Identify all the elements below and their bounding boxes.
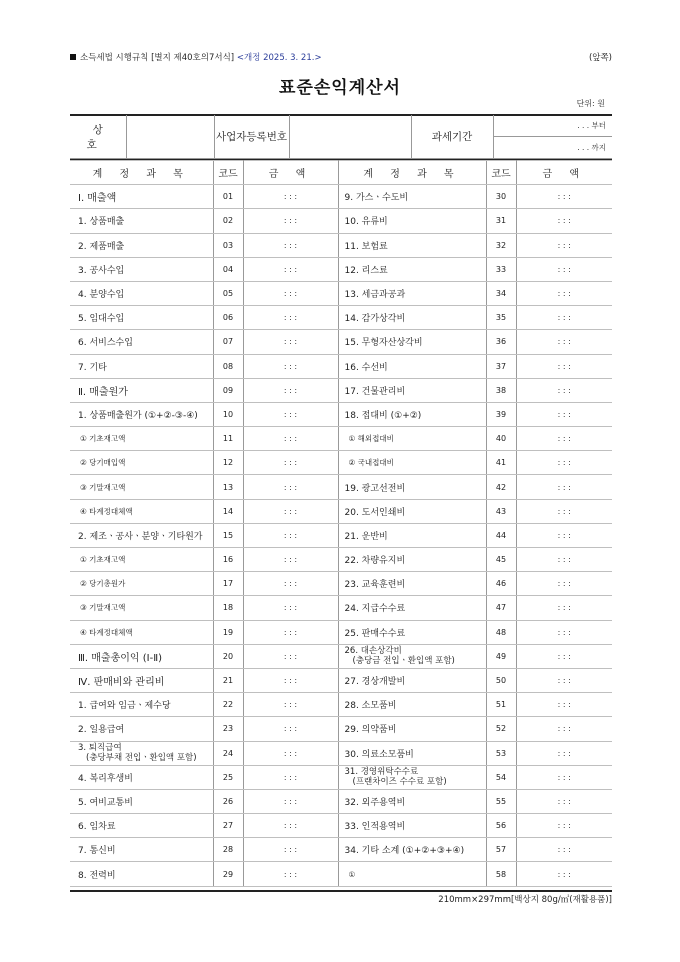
bizno-label: 사업자등록번호 — [214, 115, 289, 159]
right-amount-field[interactable]: : : : — [516, 548, 612, 572]
left-account-code: 15 — [213, 523, 243, 547]
tax-period-label: 과세기간 — [411, 115, 493, 159]
right-amount-field[interactable]: : : : — [516, 233, 612, 257]
table-row — [70, 668, 612, 692]
right-account-name: 29. 의약품비 — [338, 717, 486, 741]
right-account-code: 58 — [486, 862, 516, 886]
left-amount-field[interactable]: : : : — [243, 281, 338, 305]
account-name-line: 31. 경영위탁수수료 — [344, 767, 419, 778]
table-row — [70, 572, 612, 596]
info-table — [70, 115, 612, 159]
paper-spec: 210mm×297mm[백상지 80g/㎡(재활용품)] — [438, 895, 612, 905]
right-account-code: 56 — [486, 814, 516, 838]
left-amount-field[interactable]: : : : — [243, 233, 338, 257]
table-row — [70, 862, 612, 886]
left-amount-field[interactable]: : : : — [243, 596, 338, 620]
table-row — [70, 765, 612, 789]
left-amount-field[interactable]: : : : — [243, 523, 338, 547]
left-account-name: ③ 기말재고액 — [70, 475, 213, 499]
right-account-name: ① 해외접대비 — [338, 427, 486, 451]
left-amount-field[interactable]: : : : — [243, 257, 338, 281]
table-row — [70, 548, 612, 572]
left-account-name: 6. 서비스수입 — [70, 330, 213, 354]
left-account-name: 1. 상품매출 — [70, 209, 213, 233]
right-amount-field[interactable]: : : : — [516, 257, 612, 281]
table-row — [70, 814, 612, 838]
table-row — [70, 233, 612, 257]
left-amount-field[interactable]: : : : — [243, 644, 338, 668]
col-header-amount-left: 금 액 — [243, 161, 338, 185]
right-account-name: 34. 기타 소계 (①+②+③+④) — [338, 838, 486, 862]
table-row — [70, 499, 612, 523]
right-amount-field[interactable]: : : : — [516, 209, 612, 233]
col-header-account-right: 계 정 과 목 — [338, 161, 486, 185]
table-row — [70, 281, 612, 305]
left-account-code: 12 — [213, 451, 243, 475]
unit-label: 단위: 원 — [576, 99, 605, 108]
bizno-field[interactable] — [289, 115, 411, 159]
right-account-name: 19. 광고선전비 — [338, 475, 486, 499]
right-account-code: 36 — [486, 330, 516, 354]
right-amount-field[interactable]: : : : — [516, 838, 612, 862]
right-amount-field[interactable]: : : : — [516, 354, 612, 378]
table-row — [70, 330, 612, 354]
table-row — [70, 693, 612, 717]
left-account-name: 3. 공사수입 — [70, 257, 213, 281]
left-account-code: 14 — [213, 499, 243, 523]
left-amount-field[interactable]: : : : — [243, 862, 338, 886]
left-account-name: 5. 임대수입 — [70, 306, 213, 330]
right-amount-field[interactable]: : : : — [516, 499, 612, 523]
right-account-code: 48 — [486, 620, 516, 644]
table-row — [70, 475, 612, 499]
right-account-code: 45 — [486, 548, 516, 572]
left-amount-field[interactable]: : : : — [243, 814, 338, 838]
right-amount-field[interactable]: : : : — [516, 693, 612, 717]
table-row — [70, 306, 612, 330]
right-amount-field[interactable]: : : : — [516, 330, 612, 354]
table-row — [70, 789, 612, 813]
form-header — [70, 51, 612, 65]
table-row — [70, 427, 612, 451]
right-amount-field[interactable]: : : : — [516, 765, 612, 789]
right-account-name: 18. 접대비 (①+②) — [338, 402, 486, 426]
left-account-name: Ⅳ. 판매비와 관리비 — [70, 668, 213, 692]
col-header-code-right: 코드 — [486, 161, 516, 185]
page-title: 표준손익계산서 — [279, 78, 401, 98]
table-row — [70, 741, 612, 765]
left-account-name: ① 기초재고액 — [70, 548, 213, 572]
revision-date: <개정 2025. 3. 21.> — [236, 53, 322, 63]
left-amount-field[interactable]: : : : — [243, 620, 338, 644]
left-account-code: 04 — [213, 257, 243, 281]
left-account-name: Ⅱ. 매출원가 — [70, 378, 213, 402]
right-amount-field[interactable]: : : : — [516, 475, 612, 499]
right-account-name: 9. 가스ㆍ수도비 — [338, 185, 486, 209]
right-account-code: 52 — [486, 717, 516, 741]
left-account-code: 11 — [213, 427, 243, 451]
left-account-code: 08 — [213, 354, 243, 378]
left-account-code: 24 — [213, 741, 243, 765]
left-amount-field[interactable]: : : : — [243, 741, 338, 765]
right-amount-field[interactable]: : : : — [516, 741, 612, 765]
table-row — [70, 209, 612, 233]
left-account-name: 1. 급여와 임금ㆍ제수당 — [70, 693, 213, 717]
right-account-code: 34 — [486, 281, 516, 305]
left-amount-field[interactable]: : : : — [243, 572, 338, 596]
account-name-line: 26. 대손상각비 — [344, 646, 402, 657]
left-account-code: 17 — [213, 572, 243, 596]
left-amount-field[interactable]: : : : — [243, 693, 338, 717]
right-account-code: 35 — [486, 306, 516, 330]
right-account-code: 32 — [486, 233, 516, 257]
left-account-code: 02 — [213, 209, 243, 233]
right-amount-field[interactable]: : : : — [516, 523, 612, 547]
left-amount-field[interactable]: : : : — [243, 427, 338, 451]
right-account-name — [338, 644, 486, 668]
left-amount-field[interactable]: : : : — [243, 668, 338, 692]
right-account-name: 25. 판매수수료 — [338, 620, 486, 644]
left-amount-field[interactable]: : : : — [243, 548, 338, 572]
right-account-code: 30 — [486, 185, 516, 209]
right-amount-field[interactable]: : : : — [516, 185, 612, 209]
left-amount-field[interactable]: : : : — [243, 209, 338, 233]
right-account-name: 27. 경상개발비 — [338, 668, 486, 692]
right-amount-field[interactable]: : : : — [516, 378, 612, 402]
left-amount-field[interactable]: : : : — [243, 402, 338, 426]
right-amount-field[interactable]: : : : — [516, 572, 612, 596]
legal-ref-text: 소득세법 시행규칙 [별지 제40호의7서식] — [80, 53, 235, 63]
right-account-code: 41 — [486, 451, 516, 475]
table-row — [70, 402, 612, 426]
right-account-code: 31 — [486, 209, 516, 233]
left-account-code: 26 — [213, 789, 243, 813]
right-amount-field[interactable]: : : : — [516, 789, 612, 813]
left-account-name: ② 당기매입액 — [70, 451, 213, 475]
right-account-name: 30. 의료소모품비 — [338, 741, 486, 765]
table-row — [70, 257, 612, 281]
right-account-name: 23. 교육훈련비 — [338, 572, 486, 596]
left-account-name: 1. 상품매출원가 (①+②-③-④) — [70, 402, 213, 426]
left-account-code: 20 — [213, 644, 243, 668]
right-account-code: 40 — [486, 427, 516, 451]
right-amount-field[interactable]: : : : — [516, 620, 612, 644]
table-row — [70, 185, 612, 209]
company-name-label: 상 호 — [70, 115, 126, 159]
right-account-name: 13. 세금과공과 — [338, 281, 486, 305]
right-account-code: 57 — [486, 838, 516, 862]
left-amount-field[interactable]: : : : — [243, 717, 338, 741]
left-amount-field[interactable]: : : : — [243, 185, 338, 209]
table-row — [70, 523, 612, 547]
left-account-name: 2. 제조ㆍ공사ㆍ분양ㆍ기타원가 — [70, 523, 213, 547]
left-account-code: 27 — [213, 814, 243, 838]
right-account-name: 20. 도서인쇄비 — [338, 499, 486, 523]
right-amount-field[interactable]: : : : — [516, 814, 612, 838]
left-amount-field[interactable]: : : : — [243, 451, 338, 475]
left-account-code: 29 — [213, 862, 243, 886]
right-amount-field[interactable]: : : : — [516, 717, 612, 741]
left-account-code: 21 — [213, 668, 243, 692]
col-header-amount-right: 금 액 — [516, 161, 612, 185]
left-account-code: 22 — [213, 693, 243, 717]
right-account-name: ② 국내접대비 — [338, 451, 486, 475]
right-account-name: 32. 외주용역비 — [338, 789, 486, 813]
right-amount-field[interactable]: : : : — [516, 451, 612, 475]
left-account-code: 25 — [213, 765, 243, 789]
table-row — [70, 717, 612, 741]
left-account-code: 01 — [213, 185, 243, 209]
right-amount-field[interactable]: : : : — [516, 281, 612, 305]
right-account-name: 17. 건물관리비 — [338, 378, 486, 402]
left-account-code: 19 — [213, 620, 243, 644]
right-account-name: ① — [338, 862, 486, 886]
company-name-field[interactable] — [126, 115, 214, 159]
table-row — [70, 838, 612, 862]
legal-reference — [70, 51, 322, 63]
right-account-name: 15. 무형자산상각비 — [338, 330, 486, 354]
left-account-name: 2. 제품매출 — [70, 233, 213, 257]
left-account-code: 13 — [213, 475, 243, 499]
left-amount-field[interactable]: : : : — [243, 354, 338, 378]
left-account-code: 10 — [213, 402, 243, 426]
left-account-name: Ⅲ. 매출총이익 (Ⅰ-Ⅱ) — [70, 644, 213, 668]
right-amount-field[interactable]: : : : — [516, 596, 612, 620]
left-account-name: 7. 통신비 — [70, 838, 213, 862]
right-account-name: 16. 수선비 — [338, 354, 486, 378]
right-account-name: 11. 보험료 — [338, 233, 486, 257]
tax-period-from[interactable]: . . . 부터 — [493, 115, 612, 136]
account-name-note: (충당금 전입ㆍ환입액 포함) — [352, 656, 455, 667]
right-account-code: 39 — [486, 402, 516, 426]
right-account-code: 49 — [486, 644, 516, 668]
left-account-code: 05 — [213, 281, 243, 305]
right-amount-field[interactable]: : : : — [516, 668, 612, 692]
left-account-name: 7. 기타 — [70, 354, 213, 378]
right-account-code: 44 — [486, 523, 516, 547]
right-amount-field[interactable]: : : : — [516, 402, 612, 426]
left-amount-field[interactable]: : : : — [243, 330, 338, 354]
right-account-name: 10. 유류비 — [338, 209, 486, 233]
right-account-code: 46 — [486, 572, 516, 596]
right-account-code: 53 — [486, 741, 516, 765]
right-account-name: 28. 소모품비 — [338, 693, 486, 717]
left-account-code: 28 — [213, 838, 243, 862]
table-row — [70, 451, 612, 475]
right-amount-field[interactable]: : : : — [516, 306, 612, 330]
left-account-name: 4. 복리후생비 — [70, 765, 213, 789]
right-account-code: 47 — [486, 596, 516, 620]
left-amount-field[interactable]: : : : — [243, 789, 338, 813]
right-account-name: 21. 운반비 — [338, 523, 486, 547]
right-account-code: 55 — [486, 789, 516, 813]
column-header-row — [70, 161, 612, 185]
left-account-name: ④ 타계정대체액 — [70, 499, 213, 523]
table-row — [70, 596, 612, 620]
right-account-name: 33. 인적용역비 — [338, 814, 486, 838]
right-account-code: 51 — [486, 693, 516, 717]
left-amount-field[interactable]: : : : — [243, 499, 338, 523]
right-amount-field[interactable]: : : : — [516, 862, 612, 886]
left-account-name: ② 당기총원가 — [70, 572, 213, 596]
col-header-code-left: 코드 — [213, 161, 243, 185]
square-bullet-icon — [70, 54, 76, 60]
left-account-name: 8. 전력비 — [70, 862, 213, 886]
left-amount-field[interactable]: : : : — [243, 475, 338, 499]
left-account-name: 5. 여비교통비 — [70, 789, 213, 813]
left-amount-field[interactable]: : : : — [243, 765, 338, 789]
left-account-name: 6. 임차료 — [70, 814, 213, 838]
left-account-code: 16 — [213, 548, 243, 572]
page-side-label: (앞쪽) — [588, 53, 612, 63]
left-account-code: 07 — [213, 330, 243, 354]
right-account-code: 43 — [486, 499, 516, 523]
left-amount-field[interactable]: : : : — [243, 838, 338, 862]
left-account-name: 2. 일용급여 — [70, 717, 213, 741]
left-account-name: ④ 타계정대체액 — [70, 620, 213, 644]
right-account-name — [338, 765, 486, 789]
table-row — [70, 644, 612, 668]
left-account-name: Ⅰ. 매출액 — [70, 185, 213, 209]
account-name-note: (충당부채 전입ㆍ환입액 포함) — [86, 753, 197, 764]
left-account-code: 18 — [213, 596, 243, 620]
right-account-name: 22. 차량유지비 — [338, 548, 486, 572]
left-account-name: ① 기초재고액 — [70, 427, 213, 451]
right-amount-field[interactable]: : : : — [516, 644, 612, 668]
right-account-code: 38 — [486, 378, 516, 402]
bottom-rule — [70, 890, 612, 892]
tax-period-to[interactable]: . . . 까지 — [493, 136, 612, 158]
left-account-name — [70, 741, 213, 765]
right-amount-field[interactable]: : : : — [516, 427, 612, 451]
account-name-line: 3. 퇴직급여 — [78, 743, 122, 754]
right-account-code: 50 — [486, 668, 516, 692]
right-account-code: 42 — [486, 475, 516, 499]
right-account-code: 33 — [486, 257, 516, 281]
table-row — [70, 354, 612, 378]
table-row — [70, 620, 612, 644]
left-amount-field[interactable]: : : : — [243, 306, 338, 330]
right-account-name: 12. 리스료 — [338, 257, 486, 281]
left-account-name: ③ 기말재고액 — [70, 596, 213, 620]
right-account-name: 14. 감가상각비 — [338, 306, 486, 330]
left-account-name: 4. 분양수입 — [70, 281, 213, 305]
income-statement-table — [70, 160, 612, 887]
right-account-code: 54 — [486, 765, 516, 789]
left-account-code: 06 — [213, 306, 243, 330]
col-header-account-left: 계 정 과 목 — [70, 161, 213, 185]
account-name-note: (프랜차이즈 수수료 포함) — [352, 777, 447, 788]
left-account-code: 23 — [213, 717, 243, 741]
left-account-code: 03 — [213, 233, 243, 257]
left-amount-field[interactable]: : : : — [243, 378, 338, 402]
right-account-name: 24. 지급수수료 — [338, 596, 486, 620]
table-row — [70, 378, 612, 402]
right-account-code: 37 — [486, 354, 516, 378]
left-account-code: 09 — [213, 378, 243, 402]
